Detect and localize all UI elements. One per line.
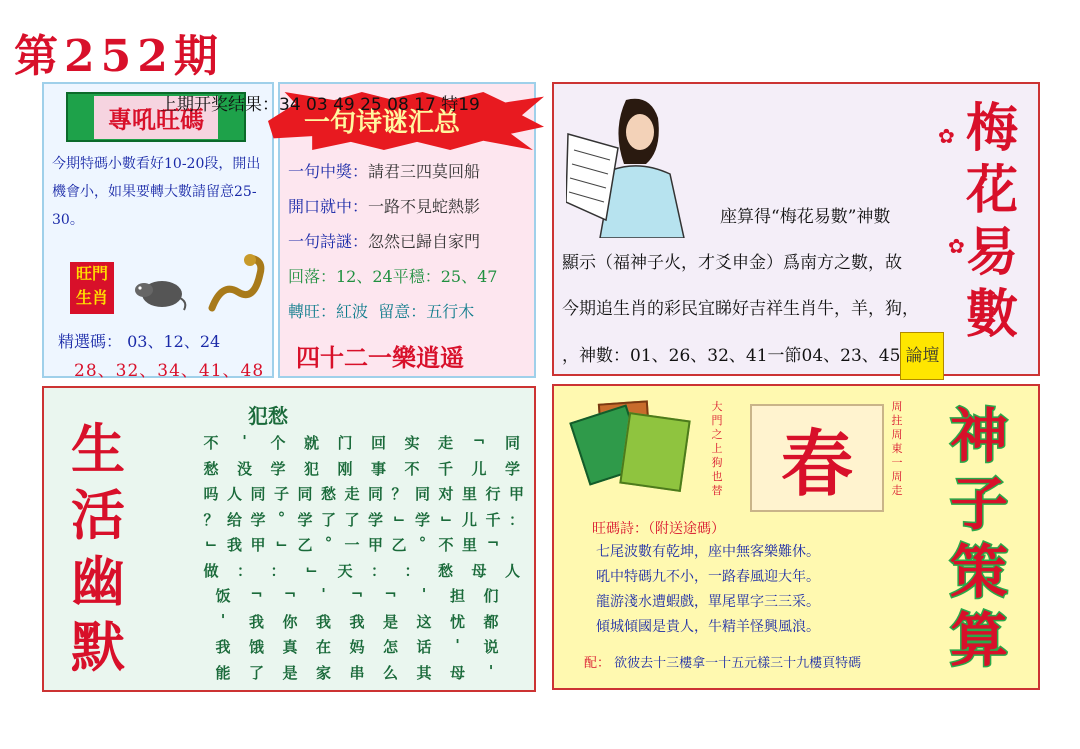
grid-char: 同 [504, 434, 520, 452]
grid-char: 不 [404, 459, 420, 478]
grid-char: 犯 [303, 459, 319, 478]
grid-char: ' [488, 661, 494, 680]
grid-char: 串 [349, 663, 365, 682]
grid-char: 不 [203, 434, 219, 452]
footnote-label: 配： [584, 656, 611, 671]
vertical-title-char: 幽 [71, 549, 125, 613]
grid-char: 学 [250, 510, 266, 529]
forum-badge: 論壇 [900, 332, 944, 380]
poem-header: 旺碼詩：（附送途碼） [592, 521, 725, 537]
grid-char: 话 [416, 638, 432, 656]
grid-char: 家 [315, 663, 331, 682]
text-line-1: 座算得“梅花易數”神數 [720, 207, 891, 227]
grid-char: 千 [485, 510, 501, 529]
grid-char: 我 [349, 612, 365, 631]
vertical-title-char: 默 [71, 615, 125, 679]
plum-blossom-panel [552, 82, 1040, 376]
grid-char: 担 [449, 587, 465, 605]
vertical-title-char: 生 [71, 417, 125, 481]
vertical-title [944, 402, 1014, 674]
grid-char: 这 [416, 612, 432, 631]
line1-label: 一句中獎： [288, 162, 369, 181]
panel-text [562, 194, 950, 380]
line5-label: 轉旺：紅波 [288, 302, 369, 321]
grid-char: 乙 [391, 536, 407, 554]
line2-value: 一路不見蛇熱影 [368, 197, 481, 216]
grid-char: 人 [504, 561, 520, 580]
grid-char: 么 [382, 663, 398, 682]
badge-line-2: 生肖 [75, 288, 108, 307]
grid-char: 门 [337, 434, 353, 452]
grid-char: 学 [504, 459, 520, 478]
grid-char: 实 [404, 434, 420, 452]
vertical-title-char: 數 [965, 284, 1018, 345]
grid-char: ¬ [283, 585, 297, 603]
grid-char: 事 [370, 459, 386, 478]
poem-riddle-panel [278, 82, 536, 378]
vertical-title-char: 子 [949, 470, 1008, 538]
grid-char: 饭 [215, 587, 231, 605]
grid-char: ⌙ [204, 534, 218, 552]
grid-char: 儿 [471, 459, 487, 478]
poem-lines [596, 540, 936, 640]
grid-char: ⌙ [392, 508, 406, 527]
grid-char: 甲 [367, 536, 383, 554]
poem-line: 七尾波數有乾坤，座中無客樂難休。 [596, 544, 820, 560]
grid-char: 里 [461, 536, 477, 554]
grid-char: ⌙ [275, 534, 288, 552]
grid-char: 说 [483, 638, 499, 656]
grid-char: ° [277, 508, 286, 527]
last-draw-result: 上期开奖结果：34 03 49 25 08 17 特19 [160, 95, 480, 115]
grid-char: 是 [382, 612, 398, 631]
grid-char: 学 [414, 510, 430, 529]
grid-char: ¬ [472, 432, 486, 450]
grid-char: 人 [226, 485, 242, 503]
dragon-icon [202, 252, 270, 318]
grid-char: 们 [483, 587, 499, 605]
line1-value: 請君三四莫回船 [368, 162, 481, 181]
grid-char: 行 [485, 485, 501, 503]
grid-char: 愁 [203, 459, 219, 478]
grid-char: 给 [226, 510, 242, 529]
grid-char: ： [236, 561, 252, 580]
grid-char: 其 [416, 663, 432, 682]
zodiac-badge [70, 262, 114, 314]
grid-char: ¬ [250, 585, 263, 603]
grid-char: ¬ [350, 585, 364, 603]
grid-char: 了 [320, 510, 336, 529]
grid-char: 我 [226, 536, 242, 554]
grid-char: ' [321, 585, 326, 603]
grid-char: 母 [449, 663, 465, 682]
grid-char: ⌙ [439, 508, 453, 527]
text-line-2: 顯示（福神子火，才爻申金）爲南方之數，故 [562, 253, 902, 273]
grid-char: 学 [367, 510, 383, 529]
grid-char: ' [220, 610, 226, 629]
selected-label: 精選碼： [58, 332, 123, 351]
grid-char: 了 [248, 663, 264, 682]
grid-char: 一 [344, 536, 360, 554]
grid-char: ' [455, 636, 460, 654]
grid-char: 天 [337, 561, 353, 580]
grid-char: 个 [270, 434, 286, 452]
selected-numbers [58, 330, 220, 354]
grid-char: 同 [367, 485, 383, 503]
grid-char: 在 [315, 638, 331, 656]
grid-char: 我 [248, 612, 264, 631]
riddle-lines [288, 154, 534, 329]
grid-char: 妈 [349, 638, 365, 656]
flower-icon: ✿ [948, 234, 965, 258]
grid-char: 对 [438, 485, 454, 503]
character-grid [200, 432, 534, 688]
grid-char: 了 [344, 510, 360, 529]
life-humor-panel [42, 386, 536, 692]
grid-char: 不 [438, 536, 454, 554]
grid-char: 是 [282, 663, 298, 682]
grid-char: ' [242, 432, 247, 450]
grid-char: ： [370, 561, 386, 580]
grid-char: 走 [344, 485, 360, 503]
grid-char: 学 [297, 510, 313, 529]
divine-strategy-panel [552, 384, 1040, 690]
grid-char: 同 [250, 485, 266, 503]
grid-char: 甲 [508, 485, 524, 503]
grid-char: ？ [203, 510, 219, 529]
grid-char: 就 [303, 434, 319, 452]
grid-char: 都 [483, 612, 499, 631]
grid-char: 没 [236, 459, 252, 478]
line4: 回落：12、24平穩：25、47 [288, 267, 498, 286]
grid-char: 真 [282, 638, 298, 656]
panel-title: 犯愁 [248, 404, 288, 428]
grid-char: 学 [270, 459, 286, 478]
badge-line-1: 旺門 [75, 264, 108, 283]
grid-char: 儿 [461, 510, 477, 529]
vertical-hint-right: 周拄周東一周走 [891, 400, 903, 497]
grid-char: 同 [414, 485, 430, 503]
book-icon [619, 412, 690, 492]
grid-char: 千 [437, 459, 453, 478]
grid-char: 愁 [437, 561, 453, 580]
vertical-title-char: 算 [949, 606, 1008, 674]
grid-char: 你 [282, 612, 298, 631]
text-line-3: 今期追生肖的彩民宜睇好吉祥生肖牛，羊，狗， [562, 299, 919, 319]
grid-char: 走 [437, 434, 453, 452]
grid-char: ' [421, 585, 427, 603]
grid-char: ？ [391, 485, 407, 503]
rat-icon [132, 268, 188, 312]
line3-value: 忽然已歸自家門 [368, 232, 481, 251]
grid-char: 里 [461, 485, 477, 503]
line2-label: 開口就中： [288, 197, 369, 216]
grid-char: ： [404, 561, 420, 580]
grid-char: 我 [215, 638, 231, 656]
selected-row-2: 28、32、34、41、48 [74, 361, 265, 381]
grid-char: 子 [273, 485, 289, 503]
grid-char: ： [270, 561, 286, 580]
panel-title: 一句诗谜汇总 [304, 108, 461, 138]
footnote-text: 欲彼去十三樓拿一十五元樣三十九樓頁特碼 [614, 656, 862, 671]
vertical-title [962, 98, 1022, 346]
panel-text: 今期特碼小數看好10-20段，開出機會小，如果要轉大數請留意25-30。 [52, 156, 261, 228]
spring-character: 春 [750, 404, 884, 512]
grid-char: 愁 [320, 485, 336, 503]
grid-char: 母 [471, 561, 487, 580]
footnote [584, 652, 861, 671]
hot-numbers-panel [42, 82, 274, 381]
grid-char: 吗 [203, 485, 219, 503]
grid-char: ： [508, 510, 524, 529]
line3-label: 一句詩謎： [288, 232, 369, 251]
grid-char: ° [418, 534, 427, 552]
vertical-title-char: 活 [71, 483, 125, 547]
vertical-title-char: 花 [965, 160, 1018, 221]
grid-char: 甲 [250, 536, 266, 554]
vertical-title-char: 梅 [965, 98, 1018, 159]
poem-line: 龍游淺水遭蝦戲，單尾單字三三采。 [596, 594, 820, 610]
line5-value: 留意：五行木 [378, 302, 475, 321]
poem-line: 傾城傾國是貴人，牛精羊怪興風浪。 [596, 619, 820, 635]
text-line-4: ，神數：01、26、32、41一節04、23、45 [562, 346, 901, 366]
vertical-hint-left: 大門之上狗也替 [711, 400, 723, 497]
grid-char: 回 [370, 434, 386, 452]
grid-char: 刚 [337, 459, 353, 478]
grid-char: 乙 [297, 536, 313, 554]
grid-char: 我 [315, 612, 331, 631]
grid-char: ° [324, 534, 333, 552]
grid-char: 能 [215, 663, 231, 682]
grid-char: ⌙ [305, 559, 318, 578]
grid-char: 怎 [382, 638, 398, 656]
vertical-title-char: 神 [949, 402, 1008, 470]
vertical-title [66, 416, 130, 680]
panel-footer: 四十二一樂逍遥 [296, 343, 464, 372]
grid-char: ¬ [486, 534, 500, 552]
poem-line: 吼中特碼九不小，一路春風迎大年。 [596, 569, 820, 585]
grid-char: 同 [297, 485, 313, 503]
issue-title: 第252期 [14, 31, 224, 82]
vertical-title-char: 策 [949, 538, 1008, 606]
grid-char: 饿 [248, 638, 264, 656]
grid-char: 做 [203, 561, 219, 580]
panel-title: 專吼旺碼 [94, 96, 218, 139]
flower-icon: ✿ [938, 124, 955, 148]
selected-row-1: 03、12、24 [127, 332, 221, 351]
grid-char: 忧 [449, 612, 465, 631]
vertical-title-char: 易 [965, 222, 1018, 283]
grid-char: ¬ [384, 585, 397, 603]
